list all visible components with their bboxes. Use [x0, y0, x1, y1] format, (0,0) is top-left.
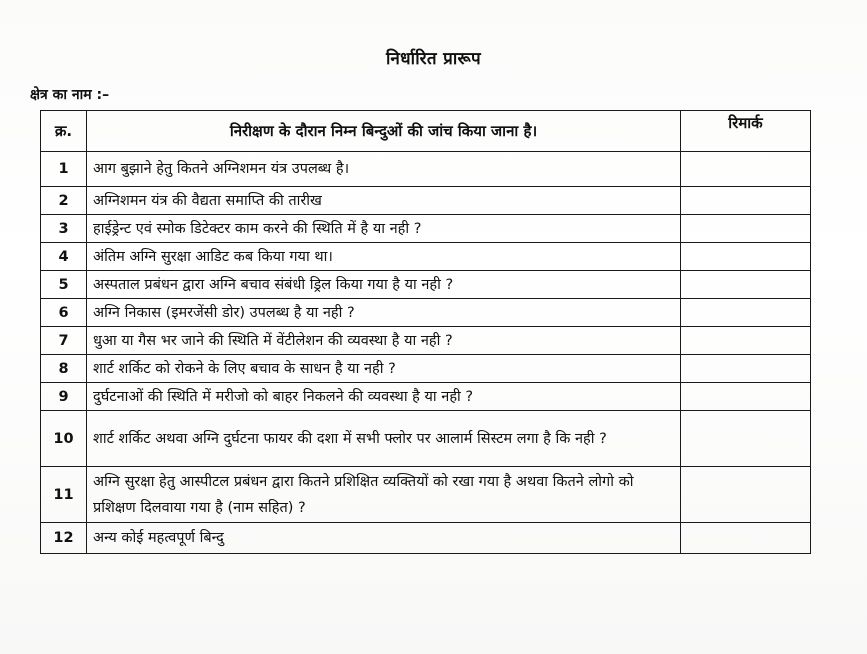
table-row — [41, 215, 811, 243]
row-serial: 3 — [41, 215, 87, 243]
row-serial: 5 — [41, 271, 87, 299]
table-row — [41, 243, 811, 271]
row-point: अस्पताल प्रबंधन द्वारा अग्नि बचाव संबंधी ड्रिल किया गया है या नही ? — [87, 271, 681, 299]
row-point: धुआ या गैस भर जाने की स्थिति में वेंटीलेशन की व्यवस्था है या नही ? — [87, 327, 681, 355]
row-point: आग बुझाने हेतु कितने अग्निशमन यंत्र उपलब्ध है। — [87, 152, 681, 187]
row-remark — [681, 299, 811, 327]
row-point: अन्य कोई महत्वपूर्ण बिन्दु — [87, 523, 681, 554]
table-row — [41, 152, 811, 187]
row-serial: 11 — [41, 467, 87, 523]
row-serial: 8 — [41, 355, 87, 383]
row-remark — [681, 383, 811, 411]
header-serial: क्र. — [41, 111, 87, 152]
row-remark — [681, 187, 811, 215]
row-remark — [681, 215, 811, 243]
row-serial: 4 — [41, 243, 87, 271]
table-row — [41, 299, 811, 327]
row-point: अंतिम अग्नि सुरक्षा आडिट कब किया गया था। — [87, 243, 681, 271]
form-title: निर्धारित प्रारूप — [385, 49, 481, 69]
table-header-row — [41, 111, 811, 152]
table-row — [41, 411, 811, 467]
table-row — [41, 271, 811, 299]
row-serial: 10 — [41, 411, 87, 467]
header-points: निरीक्षण के दौरान निम्न बिन्दुओं की जांच किया जाना है। — [87, 111, 681, 152]
area-name-label: क्षेत्र का नाम :– — [30, 87, 110, 103]
row-remark — [681, 152, 811, 187]
table-row — [41, 467, 811, 523]
row-remark — [681, 327, 811, 355]
header-remark: रिमार्क — [681, 111, 811, 152]
row-point: शार्ट शर्किट अथवा अग्नि दुर्घटना फायर की दशा में सभी फ्लोर पर आलार्म सिस्टम लगा है कि नही ? — [87, 411, 681, 467]
row-remark — [681, 271, 811, 299]
row-remark — [681, 523, 811, 554]
row-serial: 6 — [41, 299, 87, 327]
table-row — [41, 355, 811, 383]
row-point: अग्निशमन यंत्र की वैद्यता समाप्ति की तारीख — [87, 187, 681, 215]
table-row — [41, 327, 811, 355]
row-point: हाईड्रेन्ट एवं स्मोक डिटेक्टर काम करने की स्थिति में है या नही ? — [87, 215, 681, 243]
row-remark — [681, 411, 811, 467]
row-serial: 2 — [41, 187, 87, 215]
row-serial: 12 — [41, 523, 87, 554]
row-point: अग्नि सुरक्षा हेतु आस्पीटल प्रबंधन द्वारा कितने प्रशिक्षित व्यक्तियों को रखा गया है अथवा कितने लोगो को प्रशिक्षण दिलवाया गया है (नाम सहित) ? — [87, 467, 681, 523]
row-remark — [681, 355, 811, 383]
inspection-table — [40, 110, 811, 554]
row-remark — [681, 243, 811, 271]
row-serial: 9 — [41, 383, 87, 411]
row-point: अग्नि निकास (इमरजेंसी डोर) उपलब्ध है या नही ? — [87, 299, 681, 327]
table-row — [41, 523, 811, 554]
row-serial: 1 — [41, 152, 87, 187]
row-remark — [681, 467, 811, 523]
row-point: दुर्घटनाओं की स्थिति में मरीजो को बाहर निकलने की व्यवस्था है या नही ? — [87, 383, 681, 411]
table-row — [41, 187, 811, 215]
row-point: शार्ट शर्किट को रोकने के लिए बचाव के साधन है या नही ? — [87, 355, 681, 383]
table-row — [41, 383, 811, 411]
row-serial: 7 — [41, 327, 87, 355]
